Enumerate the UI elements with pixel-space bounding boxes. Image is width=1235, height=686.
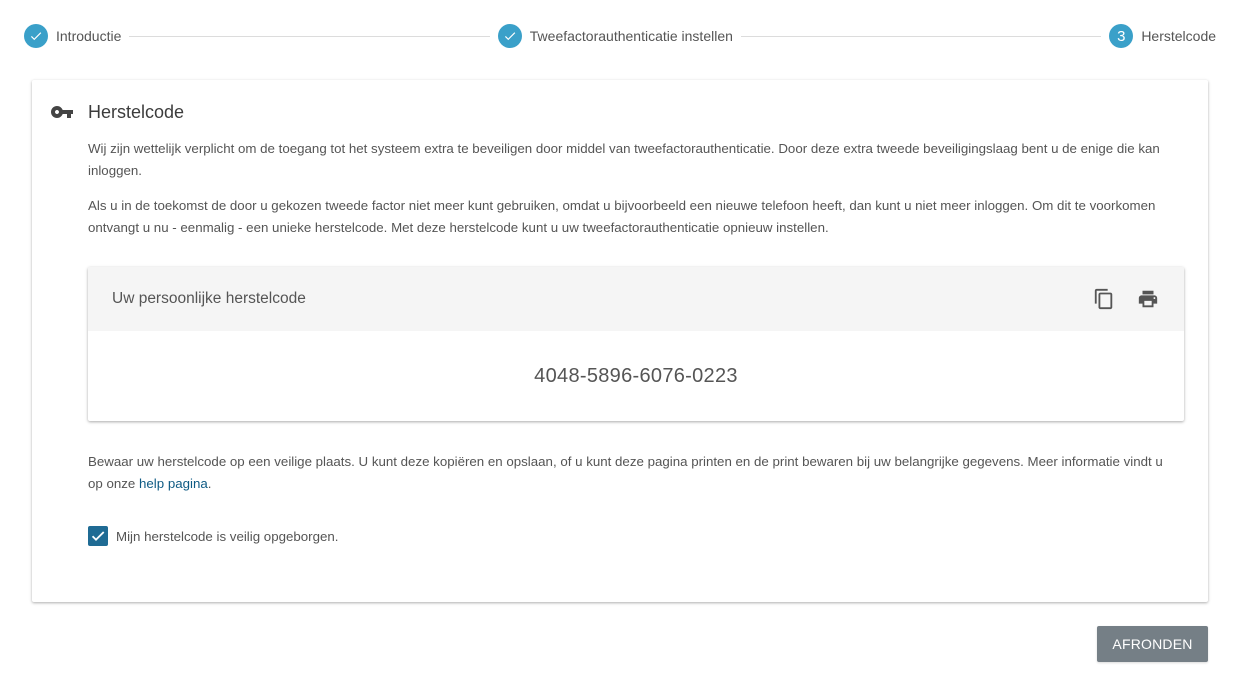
help-page-link[interactable]: help pagina [139, 476, 208, 491]
step-done-check-icon [498, 24, 522, 48]
copy-icon[interactable] [1092, 287, 1116, 311]
step-tweefactor[interactable] [498, 24, 733, 48]
storage-advice-paragraph [88, 451, 1178, 495]
step-label: Herstelcode [1141, 28, 1217, 44]
step-connector [129, 36, 489, 37]
key-icon [50, 100, 74, 124]
storage-advice-end: . [207, 476, 212, 491]
confirm-checkbox-label[interactable]: Mijn herstelcode is veilig opgeborgen. [116, 528, 339, 544]
step-connector [741, 36, 1101, 37]
print-icon[interactable] [1136, 287, 1160, 311]
card-title: Herstelcode [88, 101, 185, 122]
step-label: Tweefactorauthenticatie instellen [529, 28, 733, 44]
storage-advice-text: Bewaar uw herstelcode op een veilige plaats. U kunt deze kopiëren en opslaan, of u kunt deze pagina printen en de print bewaren bij uw belangrijke gegevens. Meer informatie vindt u op onze [88, 454, 1163, 491]
recovery-code-actions [1092, 287, 1160, 311]
stepper [24, 24, 1216, 48]
step-number: 3 [1109, 24, 1133, 48]
recovery-code-box [88, 267, 1184, 421]
step-herstelcode[interactable] [1109, 24, 1216, 48]
recovery-code-value: 4048-5896-6076-0223 [534, 365, 738, 387]
recovery-code-card [32, 80, 1208, 602]
card-header [50, 100, 184, 124]
step-label: Introductie [56, 28, 122, 44]
intro-paragraph: Wij zijn wettelijk verplicht om de toegang tot het systeem extra te beveiligen door middel van tweefactorauthenticatie. Door deze extra tweede beveiligingslaag bent u de enige die kan inloggen. [88, 141, 1160, 178]
step-done-check-icon [24, 24, 48, 48]
finish-button[interactable]: AFRONDEN [1097, 626, 1208, 662]
recovery-code-header [88, 267, 1184, 331]
step-introductie[interactable] [24, 24, 121, 48]
confirm-checkbox-row[interactable] [88, 526, 338, 546]
recovery-code-title: Uw persoonlijke herstelcode [112, 290, 306, 307]
confirm-checkbox[interactable] [88, 526, 108, 546]
explanation-paragraph: Als u in de toekomst de door u gekozen tweede factor niet meer kunt gebruiken, omdat u bijvoorbeeld een nieuwe telefoon heeft, dan kunt u niet meer inloggen. Om dit te voorkomen ontvangt u nu - eenmalig - een unieke herstelcode. Met deze herstelcode kunt u uw tweefactorauthenticatie opnieuw instellen. [88, 198, 1156, 235]
